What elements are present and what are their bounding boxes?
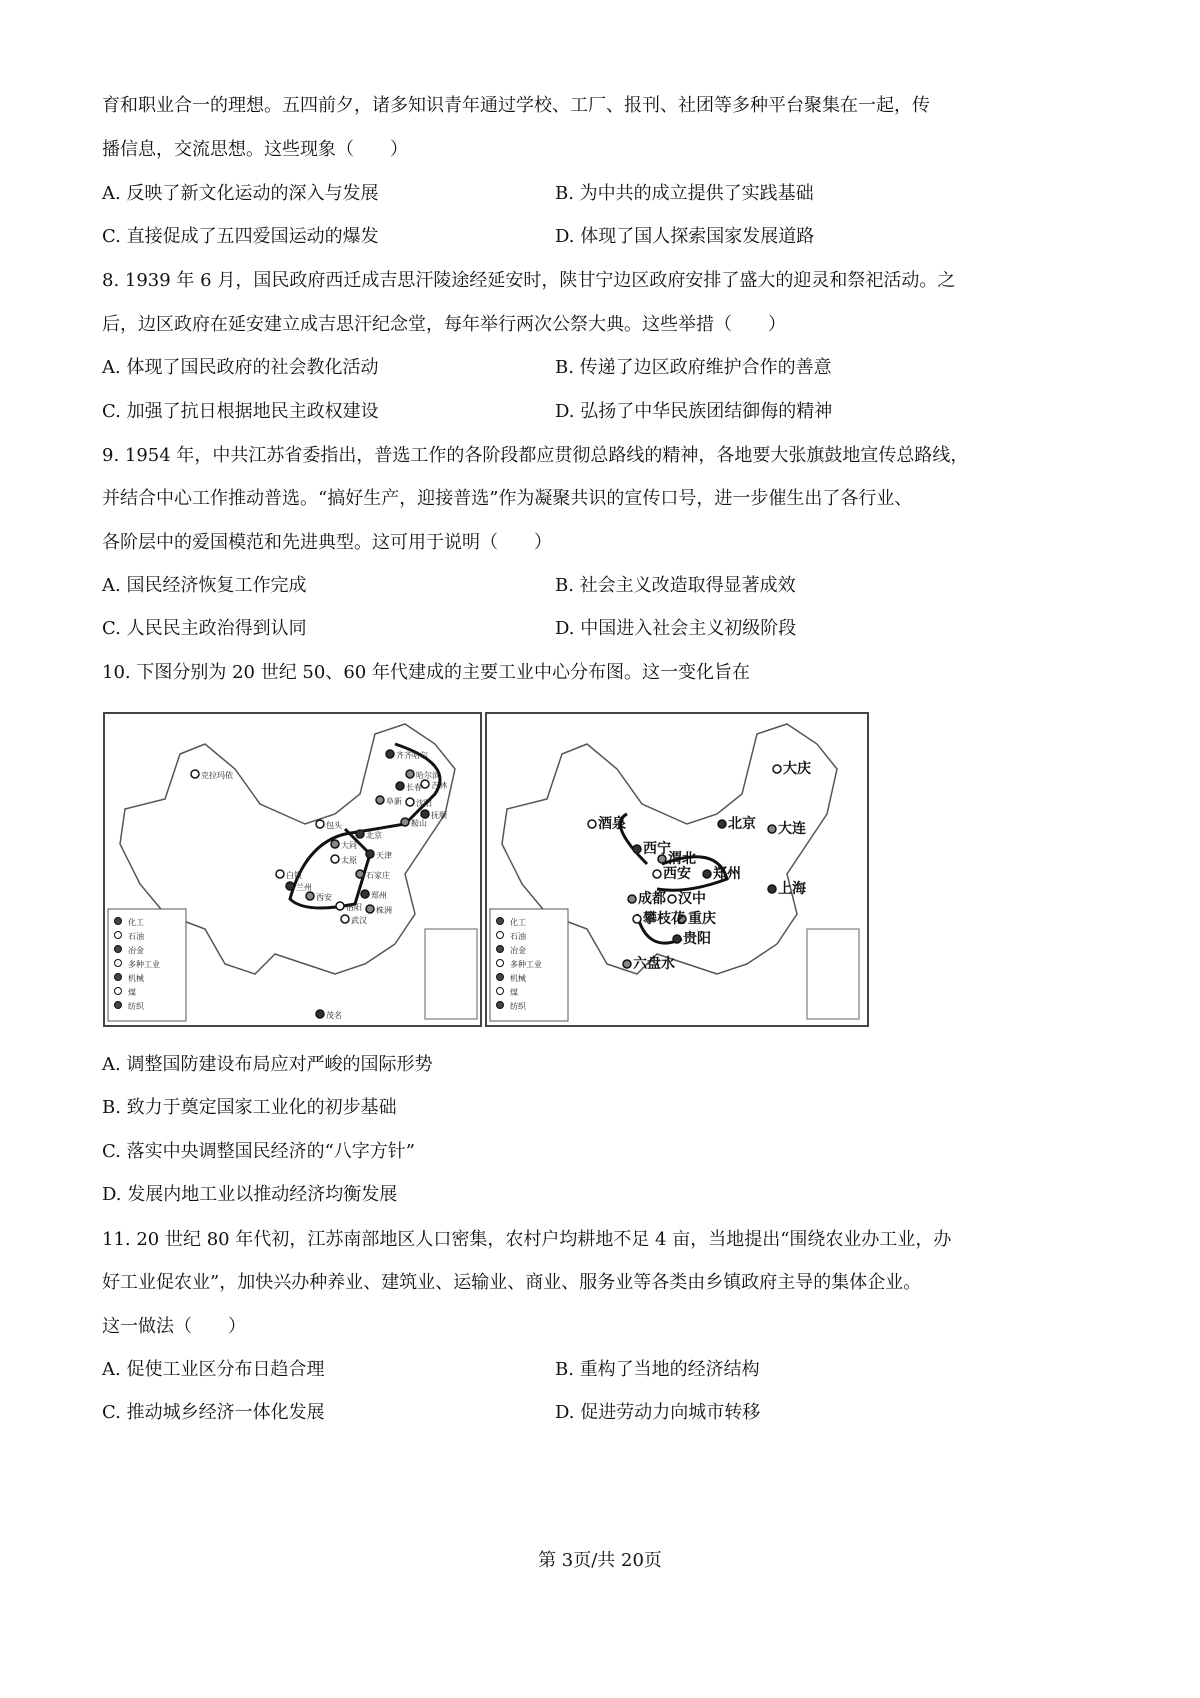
q11-option-a: A. 促使工业区分布日趋合理 bbox=[102, 1359, 325, 1380]
city-marker bbox=[768, 885, 776, 893]
legend-marker bbox=[497, 946, 504, 953]
city-label: 北京 bbox=[366, 831, 382, 840]
city-marker bbox=[653, 870, 661, 878]
q7-option-a: A. 反映了新文化运动的深入与发展 bbox=[102, 183, 379, 204]
city-label: 重庆 bbox=[688, 911, 716, 927]
q7-option-d: D. 体现了国人探索国家发展道路 bbox=[555, 226, 815, 247]
city-marker bbox=[401, 818, 409, 826]
city-label: 西安 bbox=[316, 893, 332, 902]
city-label: 郑州 bbox=[371, 891, 387, 900]
q10-option-a: A. 调整国防建设布局应对严峻的国际形势 bbox=[102, 1054, 433, 1075]
city-marker bbox=[421, 810, 429, 818]
city-marker bbox=[331, 840, 339, 848]
city-label: 齐齐哈尔 bbox=[396, 751, 428, 760]
city-marker bbox=[768, 825, 776, 833]
q7-text: 育和职业合一的理想。五四前夕，诸多知识青年通过学校、工厂、报刊、社团等多种平台聚集在一起，传 bbox=[102, 95, 930, 116]
city-label: 成都 bbox=[638, 891, 666, 907]
city-label: 武汉 bbox=[351, 916, 367, 925]
city-marker bbox=[673, 935, 681, 943]
city-marker bbox=[331, 855, 339, 863]
city-label: 天津 bbox=[376, 851, 392, 860]
q9-option-c: C. 人民民主政治得到认同 bbox=[102, 618, 307, 639]
city-marker bbox=[356, 830, 364, 838]
city-marker bbox=[718, 820, 726, 828]
city-marker bbox=[421, 780, 429, 788]
south-sea-inset bbox=[807, 929, 859, 1019]
q10-option-d: D. 发展内地工业以推动经济均衡发展 bbox=[102, 1184, 398, 1205]
city-marker bbox=[628, 895, 636, 903]
legend-marker bbox=[115, 932, 122, 939]
city-label: 渭北 bbox=[668, 851, 696, 867]
q9-option-b: B. 社会主义改造取得显著成效 bbox=[555, 575, 796, 596]
city-marker bbox=[316, 1010, 324, 1018]
city-label: 贵阳 bbox=[683, 931, 711, 947]
city-label: 石家庄 bbox=[366, 871, 390, 880]
city-label: 攀枝花 bbox=[643, 911, 685, 927]
city-label: 鞍山 bbox=[411, 819, 427, 828]
legend-label: 煤 bbox=[510, 988, 518, 997]
q10-text: 10. 下图分别为 20 世纪 50、60 年代建成的主要工业中心分布图。这一变化旨在 bbox=[102, 662, 750, 683]
legend-marker bbox=[497, 918, 504, 925]
map-1960s bbox=[485, 712, 869, 1027]
legend-label: 纺织 bbox=[510, 1002, 526, 1011]
legend-label: 石油 bbox=[128, 932, 144, 941]
city-marker bbox=[376, 796, 384, 804]
q8-option-b: B. 传递了边区政府维护合作的善意 bbox=[555, 357, 832, 378]
legend-label: 冶金 bbox=[128, 946, 144, 955]
city-label: 兰州 bbox=[296, 883, 312, 892]
city-marker bbox=[306, 892, 314, 900]
q8-option-c: C. 加强了抗日根据地民主政权建设 bbox=[102, 401, 379, 422]
city-marker bbox=[276, 870, 284, 878]
city-marker bbox=[623, 960, 631, 968]
city-marker bbox=[356, 870, 364, 878]
legend-label: 多种工业 bbox=[128, 960, 160, 969]
city-marker bbox=[396, 782, 404, 790]
q9-text: 9. 1954 年，中共江苏省委指出，普选工作的各阶段都应贯彻总路线的精神，各地要大张旗鼓地宣传总路线， bbox=[102, 445, 969, 466]
city-label: 长春 bbox=[406, 783, 422, 792]
legend-label: 石油 bbox=[510, 932, 526, 941]
city-label: 克拉玛依 bbox=[201, 771, 233, 780]
legend-marker bbox=[497, 974, 504, 981]
city-label: 沈阳 bbox=[416, 799, 432, 808]
city-label: 洛阳 bbox=[346, 903, 362, 912]
city-marker bbox=[588, 820, 596, 828]
legend-marker bbox=[115, 946, 122, 953]
city-label: 抚顺 bbox=[431, 811, 447, 820]
legend-label: 机械 bbox=[510, 974, 526, 983]
city-label: 太原 bbox=[341, 856, 357, 865]
city-marker bbox=[341, 915, 349, 923]
city-marker bbox=[361, 890, 369, 898]
city-marker bbox=[336, 902, 344, 910]
city-label: 大庆 bbox=[783, 761, 811, 777]
legend-marker bbox=[115, 974, 122, 981]
city-marker bbox=[366, 850, 374, 858]
city-label: 大同 bbox=[341, 841, 357, 850]
city-marker bbox=[773, 765, 781, 773]
q11-text: 11. 20 世纪 80 年代初，江苏南部地区人口密集，农村户均耕地不足 4 亩，当地提出“围绕农业办工业，办 bbox=[102, 1229, 952, 1250]
city-label: 哈尔滨 bbox=[416, 771, 440, 780]
city-marker bbox=[386, 750, 394, 758]
south-sea-inset bbox=[425, 929, 477, 1019]
q9-text: 并结合中心工作推动普选。“搞好生产，迎接普选”作为凝聚共识的宣传口号，进一步催生出了各行业、 bbox=[102, 488, 913, 509]
city-label: 株洲 bbox=[376, 906, 392, 915]
city-marker bbox=[366, 905, 374, 913]
legend-marker bbox=[497, 960, 504, 967]
q7-option-b: B. 为中共的成立提供了实践基础 bbox=[555, 183, 814, 204]
q11-text: 好工业促农业”，加快兴办种养业、建筑业、运输业、商业、服务业等各类由乡镇政府主导的集体企业。 bbox=[102, 1272, 922, 1293]
q11-text: 这一做法（ ） bbox=[102, 1316, 246, 1337]
q8-text: 后，边区政府在延安建立成吉思汗纪念堂，每年举行两次公祭大典。这些举措（ ） bbox=[102, 314, 786, 335]
legend-marker bbox=[497, 1002, 504, 1009]
city-label: 阜新 bbox=[386, 797, 402, 806]
legend-label: 冶金 bbox=[510, 946, 526, 955]
city-marker bbox=[406, 770, 414, 778]
q7-text: 播信息，交流思想。这些现象（ ） bbox=[102, 139, 408, 160]
q8-option-a: A. 体现了国民政府的社会教化活动 bbox=[102, 357, 379, 378]
q7-option-c: C. 直接促成了五四爱国运动的爆发 bbox=[102, 226, 379, 247]
legend-marker bbox=[115, 988, 122, 995]
page-footer: 第 3页/共 20页 bbox=[538, 1550, 662, 1571]
city-marker bbox=[633, 845, 641, 853]
city-label: 吉林 bbox=[431, 781, 447, 790]
q8-option-d: D. 弘扬了中华民族团结御侮的精神 bbox=[555, 401, 833, 422]
q10-option-b: B. 致力于奠定国家工业化的初步基础 bbox=[102, 1097, 397, 1118]
q10-option-c: C. 落实中央调整国民经济的“八字方针” bbox=[102, 1141, 415, 1162]
city-label: 汉中 bbox=[678, 891, 706, 907]
q9-option-a: A. 国民经济恢复工作完成 bbox=[102, 575, 307, 596]
city-label: 六盘水 bbox=[633, 956, 675, 972]
q11-option-d: D. 促进劳动力向城市转移 bbox=[555, 1402, 761, 1423]
legend-marker bbox=[497, 932, 504, 939]
legend-marker bbox=[115, 960, 122, 967]
city-label: 酒泉 bbox=[598, 816, 626, 832]
city-marker bbox=[633, 915, 641, 923]
city-label: 北京 bbox=[728, 816, 756, 832]
city-label: 大连 bbox=[778, 821, 806, 837]
legend-label: 煤 bbox=[128, 988, 136, 997]
legend-label: 化工 bbox=[510, 918, 526, 927]
city-marker bbox=[668, 895, 676, 903]
legend-marker bbox=[497, 988, 504, 995]
city-marker bbox=[316, 820, 324, 828]
city-label: 上海 bbox=[778, 881, 806, 897]
city-label: 白银 bbox=[286, 871, 302, 880]
q11-option-c: C. 推动城乡经济一体化发展 bbox=[102, 1402, 325, 1423]
legend-label: 机械 bbox=[128, 974, 144, 983]
city-marker bbox=[286, 882, 294, 890]
legend-marker bbox=[115, 918, 122, 925]
city-marker bbox=[406, 798, 414, 806]
q9-option-d: D. 中国进入社会主义初级阶段 bbox=[555, 618, 797, 639]
q8-text: 8. 1939 年 6 月，国民政府西迁成吉思汗陵途经延安时，陕甘宁边区政府安排了盛大的迎灵和祭祀活动。之 bbox=[102, 270, 956, 291]
city-label: 茂名 bbox=[326, 1011, 342, 1020]
legend-label: 化工 bbox=[128, 918, 144, 927]
q11-option-b: B. 重构了当地的经济结构 bbox=[555, 1359, 760, 1380]
city-label: 郑州 bbox=[713, 866, 741, 882]
city-marker bbox=[703, 870, 711, 878]
legend-marker bbox=[115, 1002, 122, 1009]
legend-label: 多种工业 bbox=[510, 960, 542, 969]
legend-label: 纺织 bbox=[128, 1002, 144, 1011]
city-marker bbox=[191, 770, 199, 778]
q9-text: 各阶层中的爱国模范和先进典型。这可用于说明（ ） bbox=[102, 532, 552, 553]
city-label: 西安 bbox=[663, 866, 691, 882]
city-label: 西宁 bbox=[643, 841, 671, 857]
city-label: 包头 bbox=[326, 821, 342, 830]
map-1950s bbox=[103, 712, 482, 1027]
